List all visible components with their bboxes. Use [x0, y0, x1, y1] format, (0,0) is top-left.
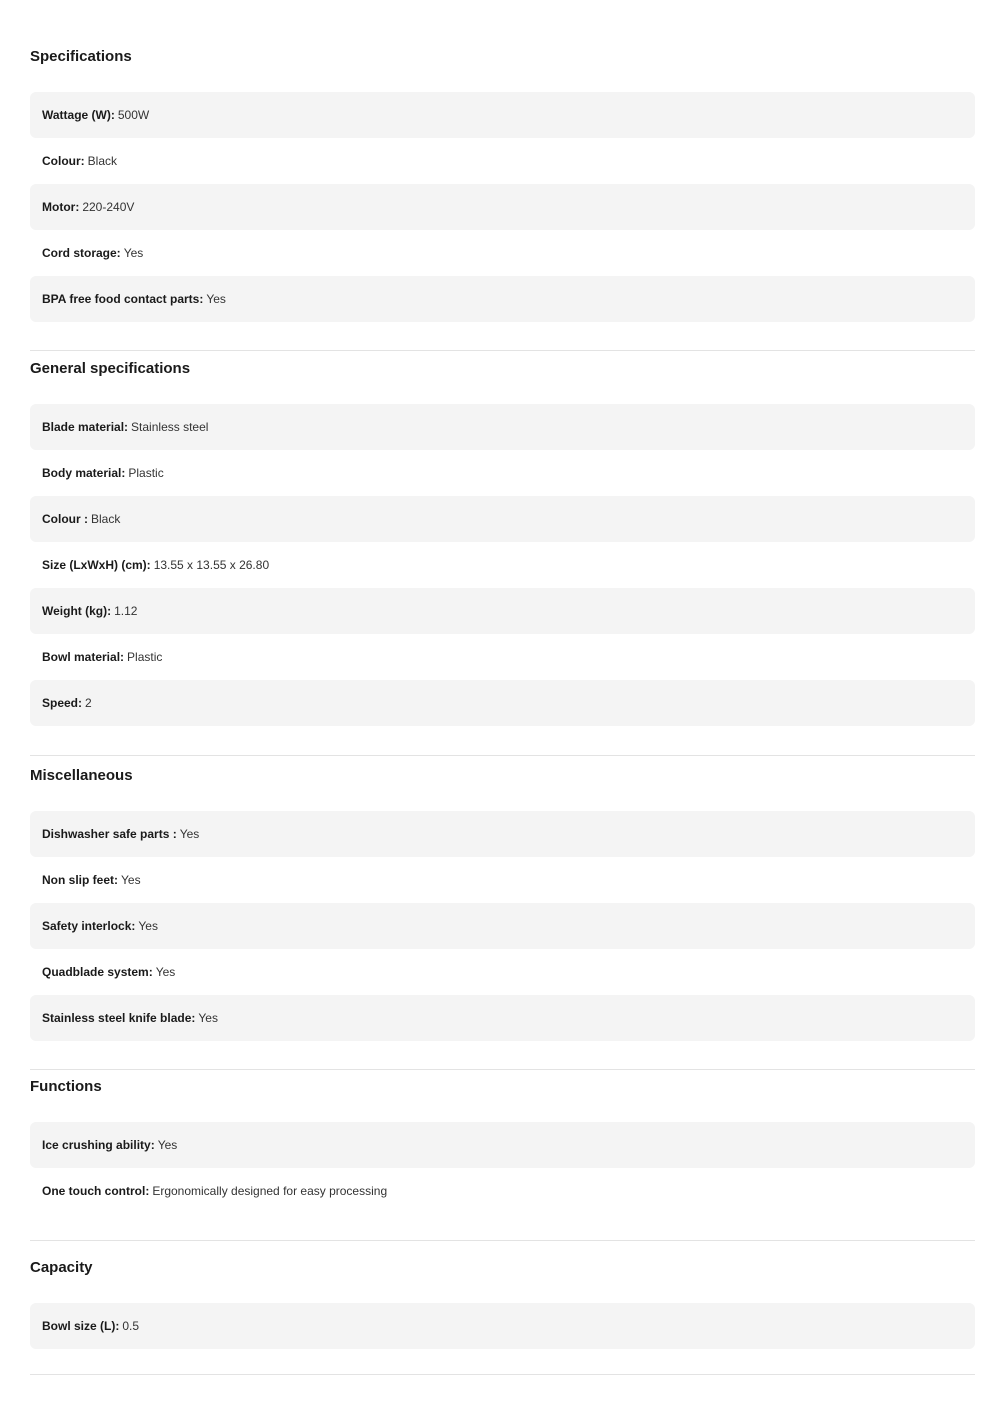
spec-list — [30, 1303, 975, 1349]
spec-list — [30, 92, 975, 322]
section-title: Functions — [30, 1078, 102, 1095]
spec-list — [30, 811, 975, 1041]
spec-label: Size (LxWxH) (cm): — [42, 558, 151, 572]
spec-row-wattage — [30, 92, 975, 138]
spec-value: Yes — [157, 1138, 178, 1152]
spec-value: Yes — [138, 919, 158, 933]
spec-label: Blade material: — [42, 420, 129, 434]
spec-row-cord-storage — [30, 230, 975, 276]
spec-value: 0.5 — [122, 1319, 140, 1333]
spec-value: Ergonomically designed for easy processing — [152, 1184, 388, 1198]
spec-label: Body material: — [42, 466, 126, 480]
section-divider — [30, 1240, 975, 1241]
spec-label: Colour : — [42, 512, 88, 526]
spec-value: Yes — [198, 1011, 218, 1025]
section-title: Miscellaneous — [30, 767, 133, 784]
spec-row-size — [30, 542, 975, 588]
spec-row-bowl-material — [30, 634, 975, 680]
spec-value: Black — [87, 154, 117, 168]
section-divider — [30, 350, 975, 351]
spec-label: Colour: — [42, 154, 85, 168]
spec-row-bpa-free — [30, 276, 975, 322]
spec-label: Quadblade system: — [42, 965, 153, 979]
spec-row-colour — [30, 496, 975, 542]
spec-value: Yes — [121, 873, 141, 887]
section-title: General specifications — [30, 360, 191, 377]
spec-row-weight — [30, 588, 975, 634]
spec-label: Wattage (W): — [42, 108, 115, 122]
spec-value: Yes — [155, 965, 176, 979]
spec-row-safety-interlock — [30, 903, 975, 949]
section-divider — [30, 755, 975, 756]
spec-value: Stainless steel — [131, 420, 209, 434]
spec-label: Ice crushing ability: — [42, 1138, 155, 1152]
spec-row-colour — [30, 138, 975, 184]
spec-list — [30, 404, 975, 726]
spec-label: Safety interlock: — [42, 919, 136, 933]
spec-value: Yes — [206, 292, 226, 306]
section-title: Capacity — [30, 1259, 93, 1276]
spec-value: 1.12 — [114, 604, 138, 618]
spec-row-non-slip-feet — [30, 857, 975, 903]
spec-row-motor — [30, 184, 975, 230]
spec-label: BPA free food contact parts: — [42, 292, 204, 306]
spec-row-bowl-size — [30, 1303, 975, 1349]
section-title: Specifications — [30, 48, 132, 65]
spec-value: Plastic — [127, 650, 163, 664]
spec-list — [30, 1122, 975, 1214]
spec-label: One touch control: — [42, 1184, 150, 1198]
spec-label: Non slip feet: — [42, 873, 119, 887]
section-divider — [30, 1069, 975, 1070]
spec-row-quadblade-system — [30, 949, 975, 995]
spec-label: Speed: — [42, 696, 83, 710]
spec-label: Motor: — [42, 200, 80, 214]
spec-label: Dishwasher safe parts : — [42, 827, 177, 841]
spec-row-stainless-knife-blade — [30, 995, 975, 1041]
spec-label: Cord storage: — [42, 246, 121, 260]
spec-row-dishwasher-safe — [30, 811, 975, 857]
spec-label: Weight (kg): — [42, 604, 112, 618]
spec-value: 13.55 x 13.55 x 26.80 — [153, 558, 270, 572]
spec-value: 220-240V — [82, 200, 135, 214]
spec-label: Stainless steel knife blade: — [42, 1011, 196, 1025]
spec-row-body-material — [30, 450, 975, 496]
spec-row-one-touch-control — [30, 1168, 975, 1214]
spec-row-ice-crushing — [30, 1122, 975, 1168]
spec-value: Plastic — [128, 466, 164, 480]
spec-value: 500W — [117, 108, 150, 122]
section-divider — [30, 1374, 975, 1375]
spec-row-blade-material — [30, 404, 975, 450]
spec-label: Bowl size (L): — [42, 1319, 120, 1333]
spec-value: Yes — [123, 246, 144, 260]
spec-value: Black — [91, 512, 121, 526]
spec-value: Yes — [179, 827, 200, 841]
spec-value: 2 — [85, 696, 92, 710]
spec-row-speed — [30, 680, 975, 726]
spec-label: Bowl material: — [42, 650, 125, 664]
